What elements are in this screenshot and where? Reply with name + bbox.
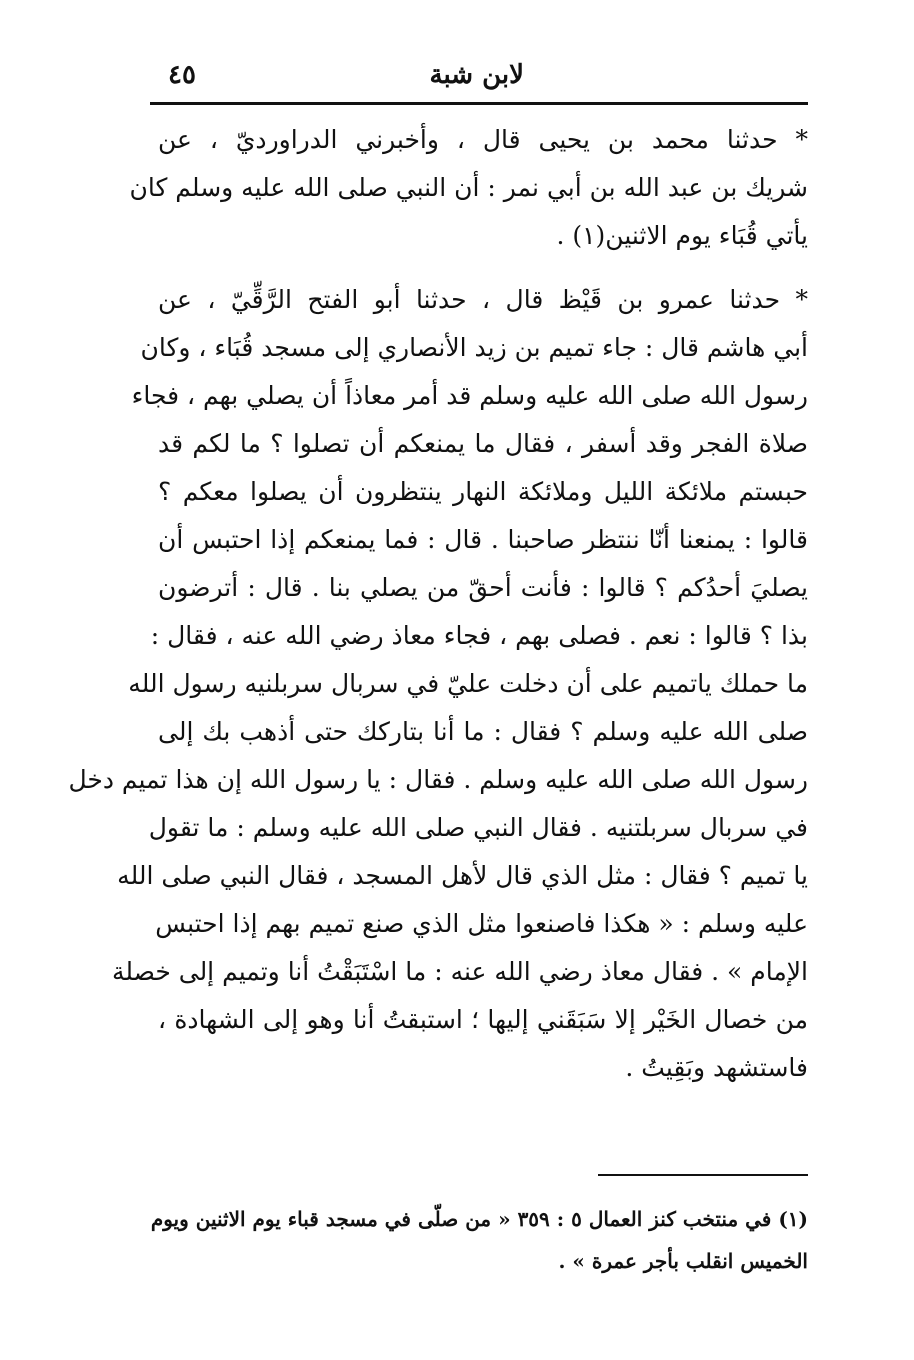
text-line: رسول الله صلى الله عليه وسلم قد أمر معاذاً أن يصلي بهم ، فجاء xyxy=(131,381,808,410)
text-line: أبي هاشم قال : جاء تميم بن زيد الأنصاري إلى مسجد قُبَاء ، وكان xyxy=(140,333,808,362)
text-line: صلى الله عليه وسلم ؟ فقال : ما أنا بتاركك حتى أذهب بك إلى xyxy=(158,717,808,746)
footnote-line: الخميس انقلب بأجر عمرة » . xyxy=(558,1249,808,1273)
text-line: حبستم ملائكة الليل وملائكة النهار ينتظرون أن يصلوا معكم ؟ xyxy=(158,477,808,506)
text-line: يأتي قُبَاء يوم الاثنين(١) . xyxy=(556,221,808,250)
footnote-divider xyxy=(598,1174,808,1176)
text-line: صلاة الفجر وقد أسفر ، فقال ما يمنعكم أن تصلوا ؟ ما لكم قد xyxy=(158,429,808,458)
text-line: بذا ؟ قالوا : نعم . فصلى بهم ، فجاء معاذ رضي الله عنه ، فقال : xyxy=(150,621,808,650)
footnote xyxy=(150,1198,808,1282)
page-body xyxy=(68,116,808,1092)
text-line: عليه وسلم : « هكذا فاصنعوا مثل الذي صنع تميم بهم إذا احتبس xyxy=(155,909,808,938)
text-line: * حدثنا محمد بن يحيى قال ، وأخبرني الدراورديّ ، عن xyxy=(158,125,808,154)
text-line: يصليَ أحدُكم ؟ قالوا : فأنت أحقّ من يصلي بنا . قال : أترضون xyxy=(158,573,808,602)
paragraph-2 xyxy=(68,276,808,1092)
text-line: فاستشهد وبَقِيتُ . xyxy=(625,1053,808,1082)
text-line: شريك بن عبد الله بن أبي نمر : أن النبي صلى الله عليه وسلم كان xyxy=(129,173,808,202)
text-line: في سربال سربلتنيه . فقال النبي صلى الله عليه وسلم : ما تقول xyxy=(148,813,808,842)
page-number: ٤٥ xyxy=(168,60,196,90)
running-title: لابن شبة xyxy=(429,60,524,90)
footnote-line: (١) في منتخب كنز العمال ٥ : ٣٥٩ « من صلّى في مسجد قباء يوم الاثنين ويوم xyxy=(150,1207,808,1231)
text-line: * حدثنا عمرو بن قَيْظ قال ، حدثنا أبو الفتح الرَّقِّيّ ، عن xyxy=(158,285,808,314)
paragraph-1 xyxy=(129,116,808,260)
text-line: من خصال الخَيْر إلا سَبَقَني إليها ؛ استبقتُ أنا وهو إلى الشهادة ، xyxy=(158,1005,808,1034)
text-line: الإمام » . فقال معاذ رضي الله عنه : ما اسْتَبَقْتُ أنا وتميم إلى خصلة xyxy=(111,957,808,986)
page-header xyxy=(150,58,808,105)
text-line: قالوا : يمنعنا أنّا ننتظر صاحبنا . قال : فما يمنعكم إذا احتبس أن xyxy=(158,525,808,554)
paragraph-gap xyxy=(158,260,808,276)
text-line: يا تميم ؟ فقال : مثل الذي قال لأهل المسجد ، فقال النبي صلى الله xyxy=(117,861,808,890)
text-line: رسول الله صلى الله عليه وسلم . فقال : يا رسول الله إن هذا تميم دخل xyxy=(68,765,808,794)
text-line: ما حملك ياتميم على أن دخلت عليّ في سربال سربلنيه رسول الله xyxy=(128,669,808,698)
